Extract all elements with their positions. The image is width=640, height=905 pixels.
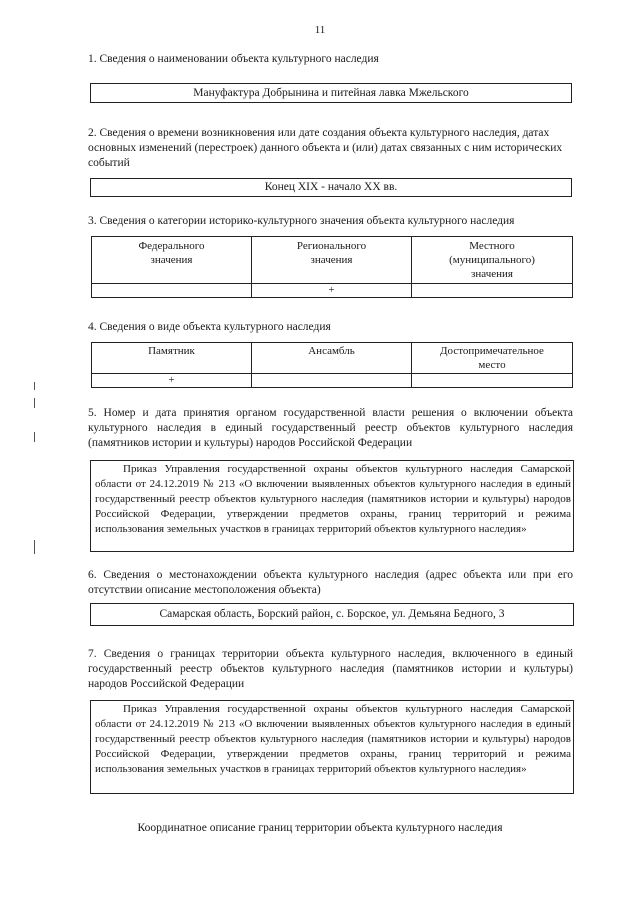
table-row: [92, 284, 573, 298]
page-number: 11: [314, 24, 326, 36]
scan-mark: [34, 398, 35, 408]
section-2-value: Конец XIX - начало XX вв.: [90, 178, 572, 197]
table-header-cell: Местного (муниципального) значения: [412, 237, 573, 284]
scan-mark: [34, 432, 35, 442]
section-2-heading: 2. Сведения о времени возникновения или дате создания объекта культурного наследия, датах основных изменений (перестроек) данного объекта и (или) датах связанных с ним исторических событий: [88, 127, 563, 169]
table-row: [92, 374, 573, 388]
section-1-value: Мануфактура Добрынина и питейная лавка Мжельского: [90, 83, 572, 103]
section-6-heading: 6. Сведения о местонахождении объекта культурного наследия (адрес объекта или при его отсутствии описание местоположения объекта): [88, 569, 573, 596]
section-7-heading: 7. Сведения о границах территории объекта культурного наследия, включенного в единый государственный реестр объектов культурного наследия (памятников истории и культуры) народов Российской Федерации: [88, 648, 573, 690]
table-header-cell: Федерального значения: [92, 237, 252, 284]
section-5-heading: 5. Номер и дата принятия органом государственной власти решения о включении объекта культурного наследия в единый государственный реестр объектов культурного наследия (памятников истории и культуры) народов Российской Федерации: [88, 407, 573, 449]
type-table: [91, 342, 573, 388]
scan-mark: [34, 540, 35, 554]
category-table: [91, 236, 573, 298]
table-cell: [412, 374, 573, 388]
table-cell: [412, 284, 573, 298]
table-row: [92, 343, 573, 374]
table-header-cell: Регионального значения: [252, 237, 412, 284]
section-5-value: Приказ Управления государственной охраны объектов культурного наследия Самарской области от 24.12.2019 № 213 «О включении выявленных объектов культурного наследия в единый государственный реестр объектов культурного наследия (памятников истории и культуры) народов Российской Федерации, утверждении предметов охраны, границ территорий и режима использования земельных участков в границах территорий объектов культурного наследия»: [90, 460, 574, 552]
table-header-cell: Памятник: [92, 343, 252, 374]
table-cell: [92, 284, 252, 298]
section-1-heading: 1. Сведения о наименовании объекта культурного наследия: [88, 53, 379, 65]
table-header-cell: Ансамбль: [252, 343, 412, 374]
scan-mark: [34, 382, 35, 390]
section-4-heading: 4. Сведения о виде объекта культурного наследия: [88, 321, 331, 333]
section-6-value: Самарская область, Борский район, с. Борское, ул. Демьяна Бедного, 3: [90, 603, 574, 626]
table-header-cell: Достопримечательное место: [412, 343, 573, 374]
table-cell: +: [252, 284, 412, 298]
table-cell: [252, 374, 412, 388]
section-3-heading: 3. Сведения о категории историко-культурного значения объекта культурного наследия: [88, 215, 515, 227]
coordinate-description-title: Координатное описание границ территории объекта культурного наследия: [137, 822, 503, 834]
section-7-value: Приказ Управления государственной охраны объектов культурного наследия Самарской области от 24.12.2019 № 213 «О включении выявленных объектов культурного наследия в единый государственный реестр объектов культурного наследия (памятников истории и культуры) народов Российской Федерации, утверждении предметов охраны, границ территорий и режима использования земельных участков в границах территорий объектов культурного наследия»: [90, 700, 574, 794]
table-cell: +: [92, 374, 252, 388]
table-row: [92, 237, 573, 284]
